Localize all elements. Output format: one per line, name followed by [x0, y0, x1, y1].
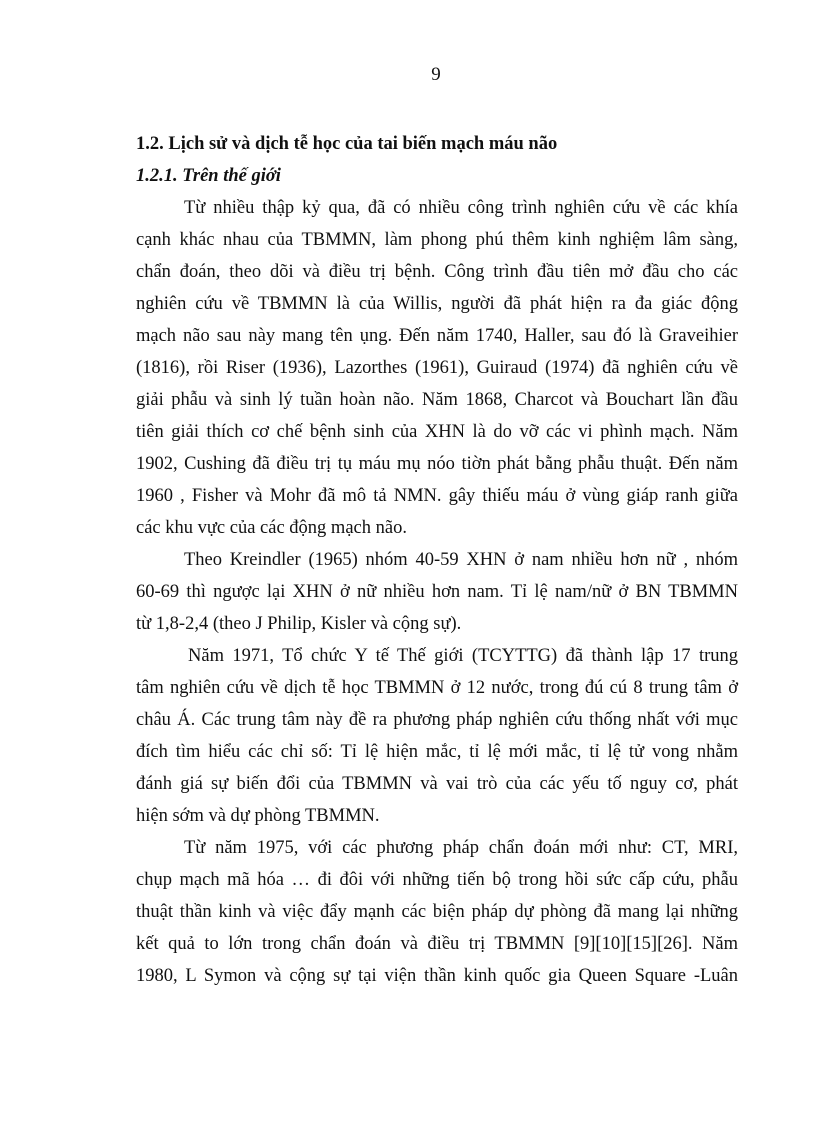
text-line: chẩn đoán, theo dõi và điều trị bệnh. Công trình đầu tiên mở đầu cho các [136, 262, 738, 282]
text-line: 60-69 thì ngược lại XHN ở nữ nhiều hơn nam. Tỉ lệ nam/nữ ở BN TBMMN [136, 582, 738, 602]
text-line: Năm 1971, Tổ chức Y tế Thế giới (TCYTTG) đã thành lập 17 trung [188, 646, 738, 666]
text-line: giải phẫu và sinh lý tuần hoàn não. Năm 1868, Charcot và Bouchart lần đầu [136, 390, 738, 410]
text-line: cạnh khác nhau của TBMMN, làm phong phú thêm kinh nghiệm lâm sàng, [136, 230, 738, 250]
page-number: 9 [431, 64, 441, 85]
text-line: hiện sớm và dự phòng TBMMN. [136, 806, 380, 826]
text-line: Từ năm 1975, với các phương pháp chẩn đoán mới như: CT, MRI, [184, 838, 738, 858]
text-line: đích tìm hiểu các chỉ số: Tỉ lệ hiện mắc, tỉ lệ mới mắc, tỉ lệ tử vong nhằm [136, 742, 738, 762]
text-line: chụp mạch mã hóa … đi đôi với những tiến bộ trong hồi sức cấp cứu, phẫu [136, 870, 738, 890]
text-line: 1980, L Symon và cộng sự tại viện thần kinh quốc gia Queen Square -Luân [136, 966, 738, 986]
text-line: đánh giá sự biến đổi của TBMMN và vai trò của các yếu tố nguy cơ, phát [136, 774, 738, 794]
text-line: tiên giải thích cơ chế bệnh sinh của XHN là do vỡ các vi phình mạch. Năm [136, 422, 738, 442]
text-line: 1902, Cushing đã điều trị tụ máu mụ nóo tiờn phát bằng phẫu thuật. Đến năm [136, 454, 738, 474]
text-line: Theo Kreindler (1965) nhóm 40-59 XHN ở nam nhiều hơn nữ , nhóm [184, 550, 738, 570]
paragraph-who-1971 [136, 640, 738, 832]
document-body [136, 128, 738, 992]
paragraph-kreindler [136, 544, 738, 640]
text-line: (1816), rồi Riser (1936), Lazorthes (1961), Guiraud (1974) đã nghiên cứu về [136, 358, 738, 378]
text-line: 1960 , Fisher và Mohr đã mô tả NMN. gây thiếu máu ở vùng giáp ranh giữa [136, 486, 738, 506]
text-line: từ 1,8-2,4 (theo J Philip, Kisler và cộng sự). [136, 614, 462, 634]
text-line: mạch não sau này mang tên ụng. Đến năm 1740, Haller, sau đó là Graveihier [136, 326, 738, 346]
subsection-heading: 1.2.1. Trên thế giới [136, 166, 281, 186]
section-heading: 1.2. Lịch sử và dịch tễ học của tai biến mạch máu não [136, 134, 558, 154]
text-line: các khu vực của các động mạch não. [136, 518, 407, 538]
text-line: Từ nhiều thập kỷ qua, đã có nhiều công trình nghiên cứu về các khía [184, 198, 738, 218]
text-line: thuật thần kinh và việc đẩy mạnh các biện pháp dự phòng đã mang lại những [136, 902, 738, 922]
text-line: kết quả to lớn trong chẩn đoán và điều trị TBMMN [9][10][15][26]. Năm [136, 934, 738, 954]
text-line: nghiên cứu về TBMMN là của Willis, người đã phát hiện ra đa giác động [136, 294, 738, 314]
paragraph-1975 [136, 832, 738, 992]
paragraph-history [136, 192, 738, 544]
text-line: tâm nghiên cứu về dịch tễ học TBMMN ở 12 nước, trong đú cú 8 trung tâm ở [136, 678, 738, 698]
text-line: châu Á. Các trung tâm này đề ra phương pháp nghiên cứu thống nhất với mục [136, 710, 738, 730]
